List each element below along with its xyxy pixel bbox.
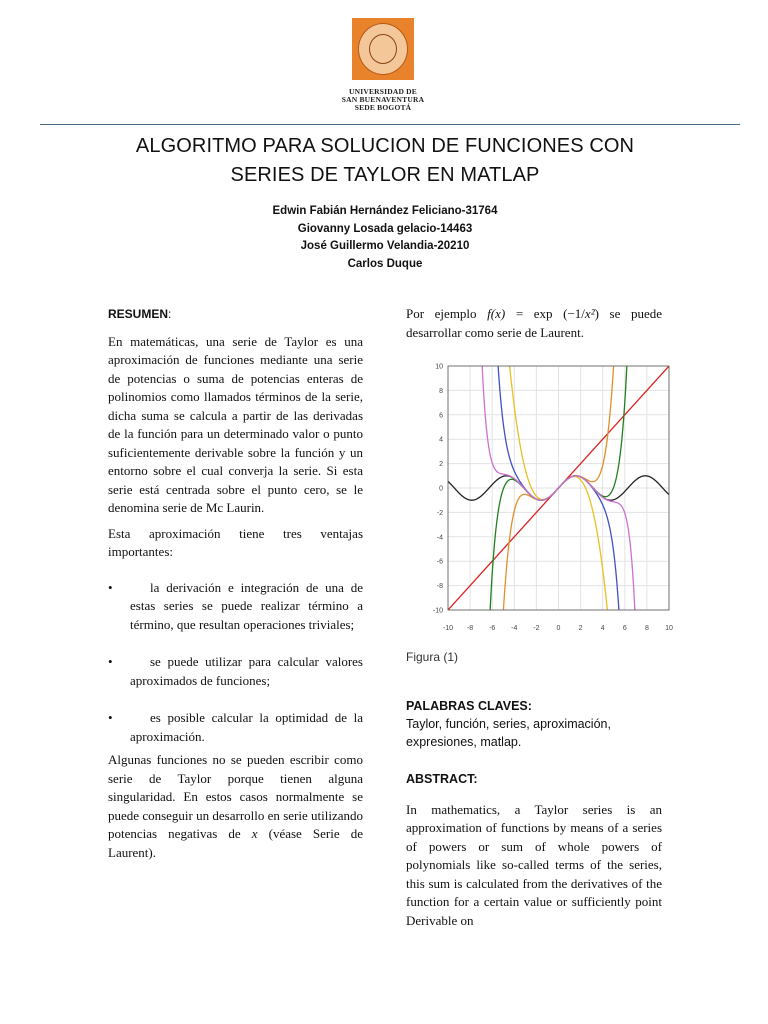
resumen-paragraph: En matemáticas, una serie de Taylor es una aproximación de funciones mediante una serie de potencias o suma de potencias enteras de polinomios como llamados términos de la serie, dicha suma se calcula a partir de las derivadas de la función para un determinado valor o punto suficientemente derivable sobre la función y un entorno sobre el cual converja la serie. Si esta serie está centrada sobre el punto cero, se le denomina serie de Mc Laurin.	[108, 333, 363, 515]
y-tick-label: 6	[439, 412, 443, 420]
keywords-text: Taylor, función, series, aproximación, expresiones, matlap.	[406, 717, 611, 749]
laurent-paragraph: Algunas funciones no se pueden escribir como serie de Taylor porque tienen alguna singularidad. En estos casos normalmente se puede conseguir un desarrollo en serie utilizando potencias negativas de x (véase Serie de Laurent).	[108, 752, 363, 860]
x-tick-label: -4	[511, 625, 518, 632]
left-column	[108, 305, 363, 862]
author: Giovanny Losada gelacio-14463	[297, 222, 473, 235]
right-column	[406, 305, 662, 342]
x-tick-label: -2	[533, 625, 540, 632]
chart-tick-labels	[433, 364, 673, 633]
taylor-series-figure	[424, 358, 678, 638]
ventajas-paragraph: Esta aproximación tiene tres ventajas importantes:	[108, 525, 363, 559]
y-tick-label: 8	[439, 387, 443, 395]
figure-caption: Figura (1)	[406, 650, 459, 664]
y-tick-label: -2	[436, 509, 443, 517]
keywords-heading: PALABRAS CLAVES:	[406, 699, 532, 713]
x-tick-label: 0	[556, 625, 561, 632]
x-tick-label: 2	[578, 625, 583, 632]
y-tick-label: -8	[436, 583, 443, 591]
x-tick-label: 6	[622, 625, 627, 632]
y-tick-label: 0	[439, 485, 443, 493]
list-item: • la derivación e integración de una de estas series se puede realizar término a término, que resultan operaciones triviales;	[108, 579, 363, 632]
list-item: • es posible calcular la optimidad de la aproximación.	[108, 710, 363, 744]
abstract-heading: ABSTRACT:	[406, 772, 478, 786]
abstract-section	[406, 770, 662, 930]
author-list	[40, 203, 730, 273]
abstract-paragraph: In mathematics, a Taylor series is an approximation of functions by means of a series of powers or sum of whole powers of polynomials like so-called terms of the series, this sum is calculated from the derivatives of the function for a certain value or sufficiently point Derivable on	[406, 801, 662, 928]
x-tick-label: -8	[466, 625, 474, 632]
x-tick-label: 4	[600, 625, 605, 632]
author: Edwin Fabián Hernández Feliciano-31764	[272, 205, 498, 217]
y-tick-label: -6	[436, 558, 443, 566]
x-tick-label: -6	[489, 625, 496, 632]
list-item: • se puede utilizar para calcular valores aproximados de funciones;	[108, 654, 363, 688]
x-tick-label: 8	[644, 625, 649, 632]
y-tick-label: 10	[435, 363, 443, 371]
y-tick-label: -10	[432, 607, 443, 615]
keywords-section	[406, 697, 662, 751]
author: José Guillermo Velandia-20210	[300, 240, 470, 252]
example-paragraph: Por ejemplo f(x) = exp (−1/x²) se puede desarrollar como serie de Laurent.	[406, 306, 663, 340]
y-tick-label: 2	[439, 461, 443, 469]
header-rule	[40, 124, 740, 125]
y-tick-label: -4	[436, 534, 443, 542]
x-tick-label: -10	[442, 625, 454, 632]
paper-title: ALGORITMO PARA SOLUCION DE FUNCIONES CON SERIES DE TAYLOR EN MATLAP	[135, 135, 635, 186]
author: Carlos Duque	[347, 257, 423, 270]
university-seal	[352, 18, 414, 80]
y-tick-label: 4	[439, 436, 443, 444]
university-logo	[333, 18, 433, 120]
x-tick-label: 10	[665, 625, 673, 632]
university-name: UNIVERSIDAD DE SAN BUENAVENTURA SEDE BOGOTÁ	[341, 87, 425, 112]
resumen-heading: RESUMEN:	[108, 307, 172, 321]
